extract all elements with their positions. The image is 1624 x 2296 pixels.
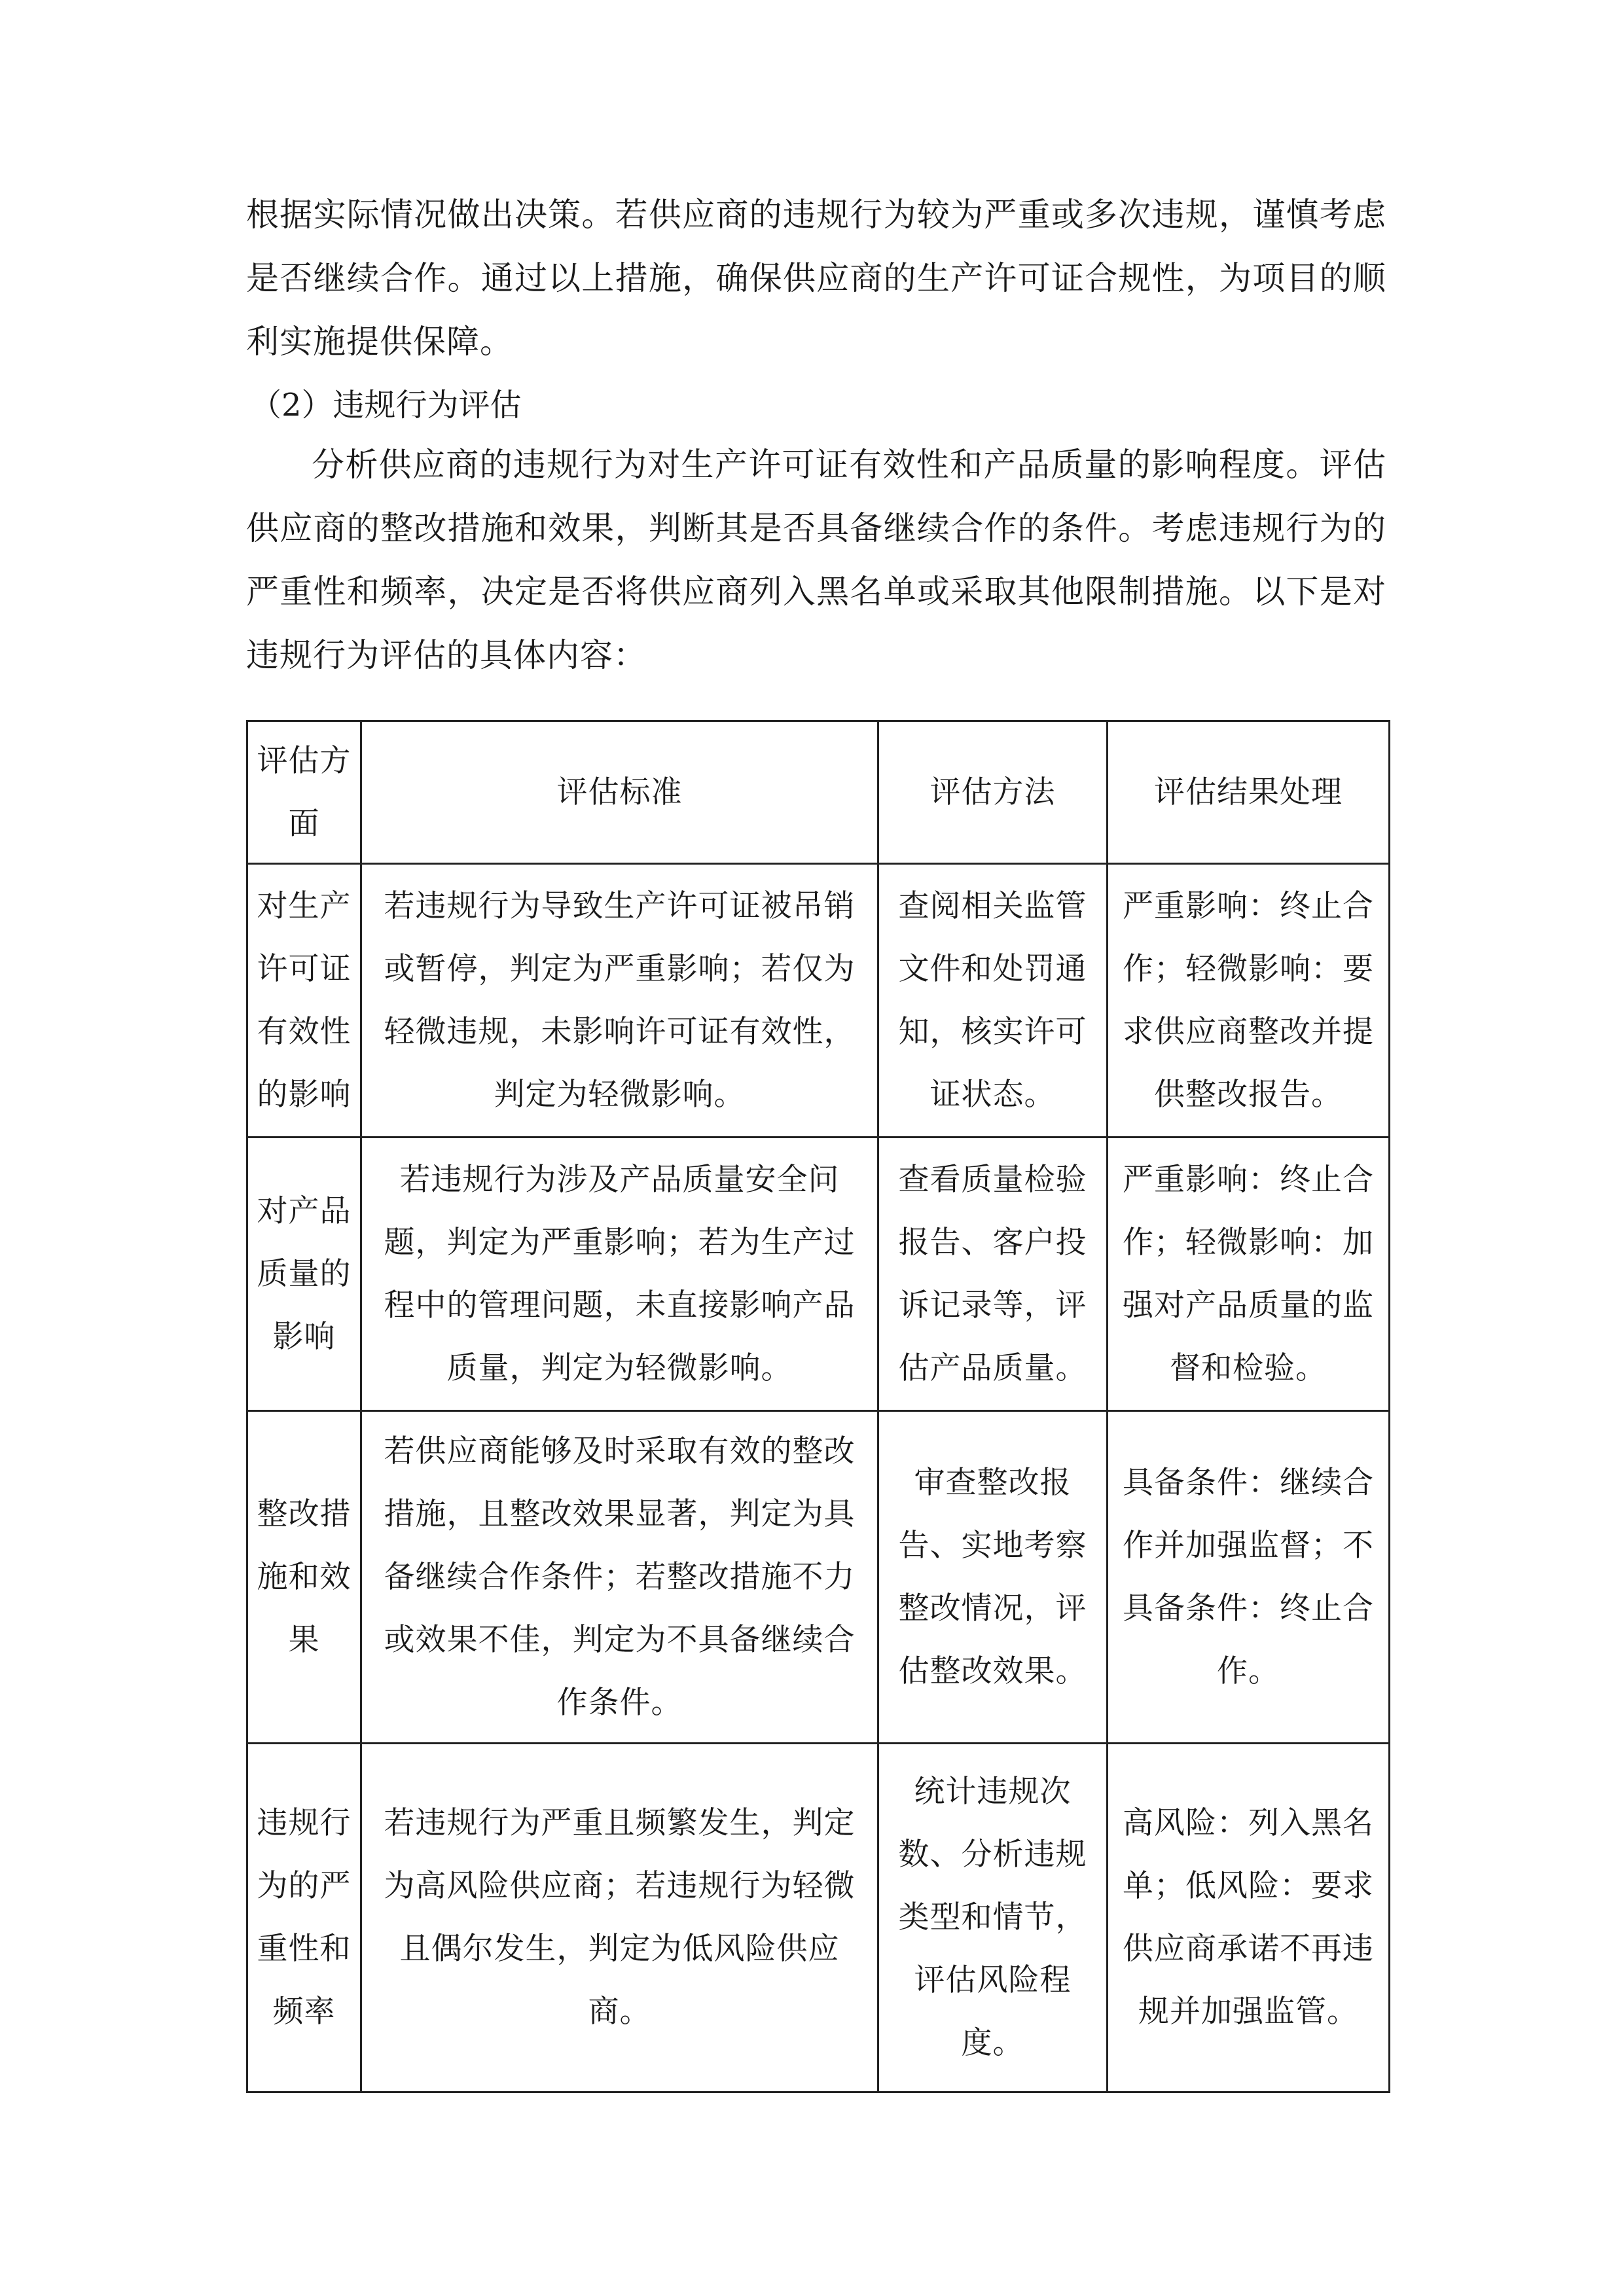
cell-result: 具备条件：继续合作并加强监督；不具备条件：终止合作。: [1108, 1411, 1390, 1744]
table-row: [247, 864, 1390, 1138]
cell-result: 高风险：列入黑名单；低风险：要求供应商承诺不再违规并加强监管。: [1108, 1744, 1390, 2092]
table-row: [247, 1744, 1390, 2092]
table-row: [247, 1138, 1390, 1411]
cell-standard: 若违规行为严重且频繁发生，判定为高风险供应商；若违规行为轻微且偶尔发生，判定为低风险供应商。: [361, 1744, 878, 2092]
section-paragraph: 分析供应商的违规行为对生产许可证有效性和产品质量的影响程度。评估供应商的整改措施和效果，判断其是否具备继续合作的条件。考虑违规行为的严重性和频率，决定是否将供应商列入黑名单或采取其他限制措施。以下是对违规行为评估的具体内容：: [246, 446, 1386, 674]
section-heading: （2）违规行为评估: [250, 387, 522, 423]
intro-paragraph: 根据实际情况做出决策。若供应商的违规行为较为严重或多次违规，谨慎考虑是否继续合作。通过以上措施，确保供应商的生产许可证合规性，为项目的顺利实施提供保障。: [246, 196, 1386, 361]
cell-method: 审查整改报告、实地考察整改情况，评估整改效果。: [878, 1411, 1108, 1744]
table-header-row: [247, 721, 1390, 864]
table-row: [247, 1411, 1390, 1744]
header-result: 评估结果处理: [1108, 721, 1390, 864]
header-standard: 评估标准: [361, 721, 878, 864]
cell-method: 查阅相关监管文件和处罚通知，核实许可证状态。: [878, 864, 1108, 1138]
cell-method: 查看质量检验报告、客户投诉记录等，评估产品质量。: [878, 1138, 1108, 1411]
evaluation-table: [246, 720, 1390, 2093]
document-body: [246, 183, 1386, 687]
cell-aspect: 违规行为的严重性和频率: [247, 1744, 361, 2092]
cell-standard: 若违规行为涉及产品质量安全问题，判定为严重影响；若为生产过程中的管理问题，未直接影响产品质量，判定为轻微影响。: [361, 1138, 878, 1411]
header-method: 评估方法: [878, 721, 1108, 864]
cell-aspect: 整改措施和效果: [247, 1411, 361, 1744]
cell-method: 统计违规次数、分析违规类型和情节，评估风险程度。: [878, 1744, 1108, 2092]
header-aspect: 评估方面: [247, 721, 361, 864]
cell-standard: 若供应商能够及时采取有效的整改措施，且整改效果显著，判定为具备继续合作条件；若整改措施不力或效果不佳，判定为不具备继续合作条件。: [361, 1411, 878, 1744]
cell-aspect: 对生产许可证有效性的影响: [247, 864, 361, 1138]
cell-aspect: 对产品质量的影响: [247, 1138, 361, 1411]
cell-result: 严重影响：终止合作；轻微影响：加强对产品质量的监督和检验。: [1108, 1138, 1390, 1411]
cell-result: 严重影响：终止合作；轻微影响：要求供应商整改并提供整改报告。: [1108, 864, 1390, 1138]
cell-standard: 若违规行为导致生产许可证被吊销或暂停，判定为严重影响；若仅为轻微违规，未影响许可证有效性，判定为轻微影响。: [361, 864, 878, 1138]
